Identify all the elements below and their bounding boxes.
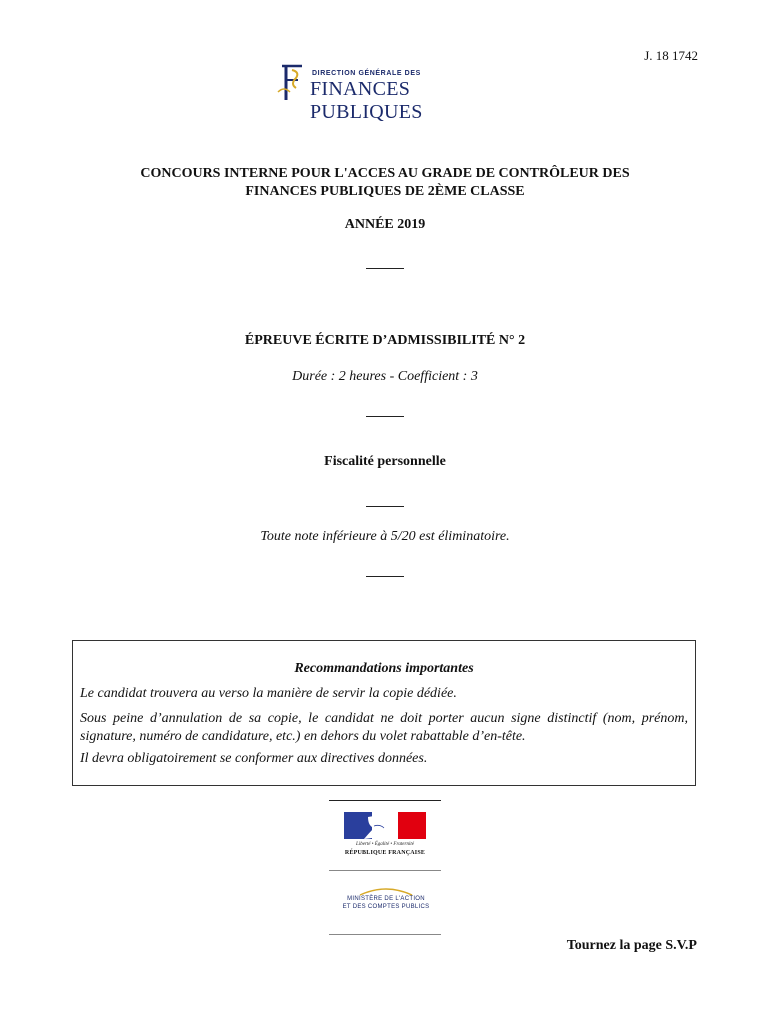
epreuve-title: ÉPREUVE ÉCRITE D’ADMISSIBILITÉ N° 2 (244, 333, 526, 348)
eliminatory-note: Toute note inférieure à 5/20 est éliminatoire. (260, 529, 510, 544)
dgfip-logo (276, 62, 506, 123)
recommendations-title: Recommandations importantes (294, 661, 474, 676)
dgfip-logo-icon (276, 62, 306, 102)
divider (329, 800, 441, 801)
republique-motto: Liberté • Égalité • Fraternité (356, 842, 414, 847)
divider (329, 934, 441, 935)
recommendations-box (72, 640, 696, 786)
ministere-name-line-1: MINISTÈRE DE L'ACTION (347, 896, 425, 902)
duration-coefficient: Durée : 2 heures - Coefficient : 3 (292, 369, 478, 384)
ministere-name-line-2: ET DES COMPTES PUBLICS (342, 904, 430, 910)
separator (366, 506, 404, 507)
ministere-logo (334, 886, 438, 918)
dgfip-logo-small-text: DIRECTION GÉNÉRALE DES (312, 70, 421, 77)
exam-title-line-2: FINANCES PUBLIQUES DE 2ÈME CLASSE (245, 184, 525, 199)
republique-name: RÉPUBLIQUE FRANÇAISE (344, 850, 426, 856)
exam-year: ANNÉE 2019 (344, 217, 426, 232)
dgfip-logo-big-text: FINANCES PUBLIQUES (310, 78, 423, 123)
separator (366, 416, 404, 417)
separator (366, 576, 404, 577)
ministere-arc-icon (356, 886, 416, 896)
subject-title: Fiscalité personnelle (324, 454, 446, 469)
republique-francaise-logo (344, 812, 426, 858)
marianne-flag-icon (344, 812, 426, 839)
recommendation-line: Il devra obligatoirement se conformer aux directives données. (80, 751, 428, 766)
divider (329, 870, 441, 871)
document-reference: J. 18 1742 (644, 48, 698, 63)
recommendation-line: Le candidat trouvera au verso la manière de servir la copie dédiée. (80, 686, 457, 701)
separator (366, 268, 404, 269)
turn-page-note: Tournez la page S.V.P (566, 938, 697, 953)
recommendation-line: Sous peine d’annulation de sa copie, le candidat ne doit porter aucun signe distinctif (nom, prénom, signature, numéro de candidature, etc.) en dehors du volet rabattable d’en-tête. (80, 711, 688, 744)
exam-title-line-1: CONCOURS INTERNE POUR L'ACCES AU GRADE DE CONTRÔLEUR DES (140, 166, 630, 181)
